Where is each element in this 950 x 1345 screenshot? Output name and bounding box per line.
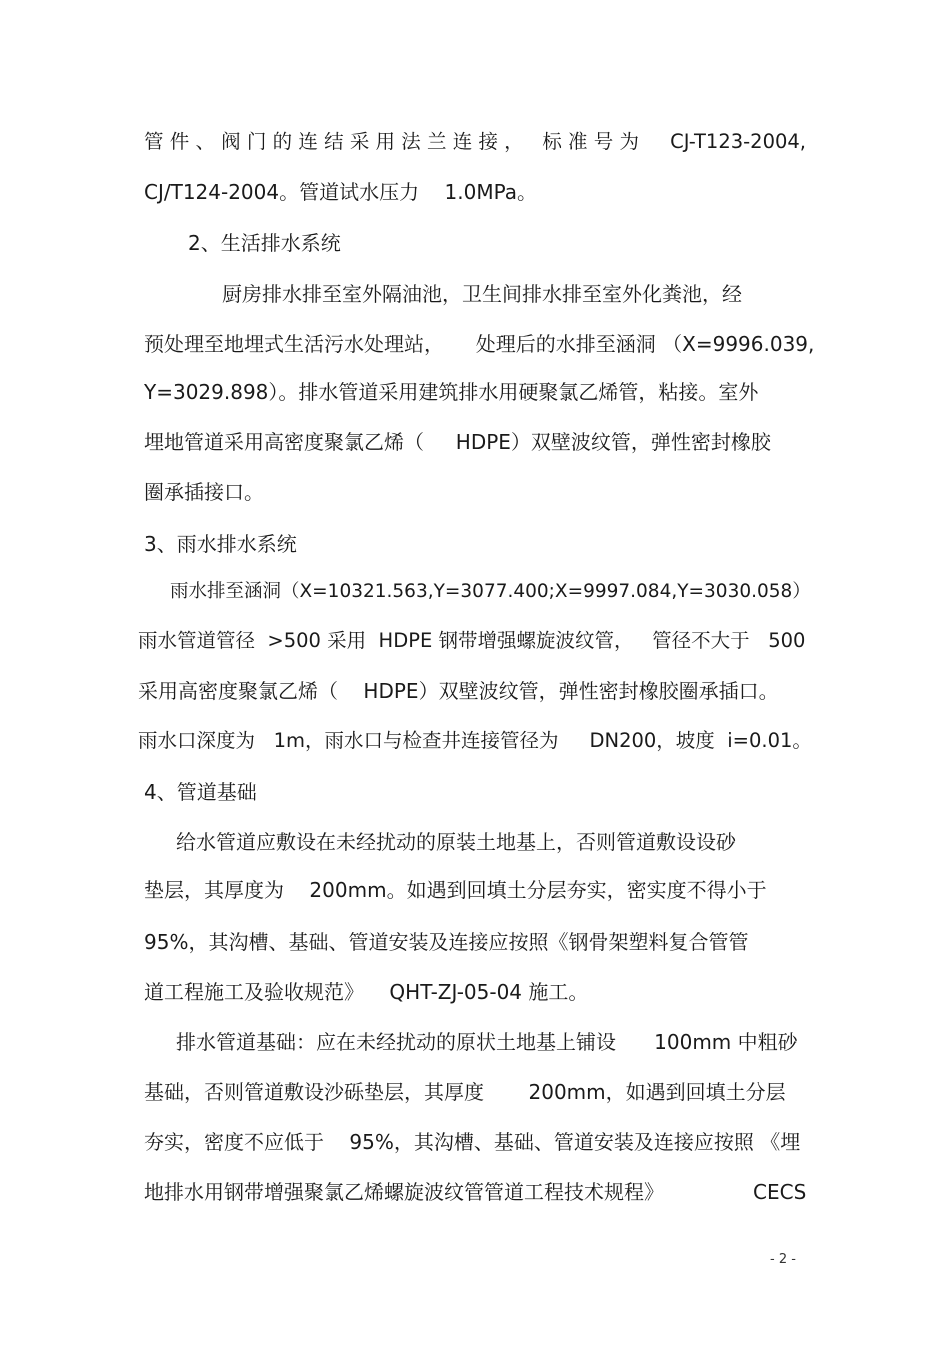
page-number: - 2 - [770,1252,796,1267]
text-line-12: 采用高密度聚氯乙烯（ HDPE）双壁波纹管，弹性密封橡胶圈承插口。 [138,679,779,703]
text-line-4: 厨房排水排至室外隔油池，卫生间排水排至室外化粪池，经 [222,282,742,306]
text-line-17: 95%，其沟槽、基础、管道安装及连接应按照《钢骨架塑料复合管管 [144,930,749,954]
text-line-15: 给水管道应敷设在未经扰动的原装土地基上，否则管道敷设设砂 [176,830,736,854]
section-heading-drainage: 2、生活排水系统 [188,231,341,255]
section-heading-foundation: 4、管道基础 [144,780,257,804]
text-line-19: 排水管道基础：应在未经扰动的原状土地基上铺设 100mm 中粗砂 [176,1030,798,1054]
text-line-22: 地排水用钢带增强聚氯乙烯螺旋波纹管管道工程技术规程》 CECS [144,1180,807,1204]
text-line-16: 垫层，其厚度为 200mm。如遇到回填土分层夯实，密实度不得小于 [144,878,767,902]
text-line-8: 圈承插接口。 [144,480,264,504]
text-line-21: 夯实，密度不应低于 95%，其沟槽、基础、管道安装及连接应按照 《埋 [144,1130,801,1154]
text-line-20: 基础，否则管道敷设沙砾垫层，其厚度 200mm，如遇到回填土分层 [144,1080,786,1104]
text-line-10: 雨水排至涵洞（X=10321.563,Y=3077.400;X=9997.084,Y=3030.058） [170,581,811,602]
text-line-11: 雨水管道管径 >500 采用 HDPE 钢带增强螺旋波纹管， 管径不大于 500 [138,629,806,652]
text-line-5: 预处理至地埋式生活污水处理站， 处理后的水排至涵洞 （X=9996.039, [144,332,815,356]
section-heading-rainwater: 3、雨水排水系统 [144,532,297,556]
text-line-6: Y=3029.898）。排水管道采用建筑排水用硬聚氯乙烯管，粘接。室外 [144,380,759,404]
text-line-1: 管 件 、 阀 门 的 连 结 采 用 法 兰 连 接 ， 标 准 号 为 CJ-T123-2004, [144,130,806,153]
text-line-18: 道工程施工及验收规范》 QHT-ZJ-05-04 施工。 [144,980,589,1004]
text-line-7: 埋地管道采用高密度聚氯乙烯（ HDPE）双壁波纹管，弹性密封橡胶 [144,430,771,454]
text-line-13: 雨水口深度为 1m，雨水口与检查井连接管径为 DN200，坡度 i=0.01。 [138,729,812,752]
text-line-2: CJ/T124-2004。管道试水压力 1.0MPa。 [144,180,538,204]
